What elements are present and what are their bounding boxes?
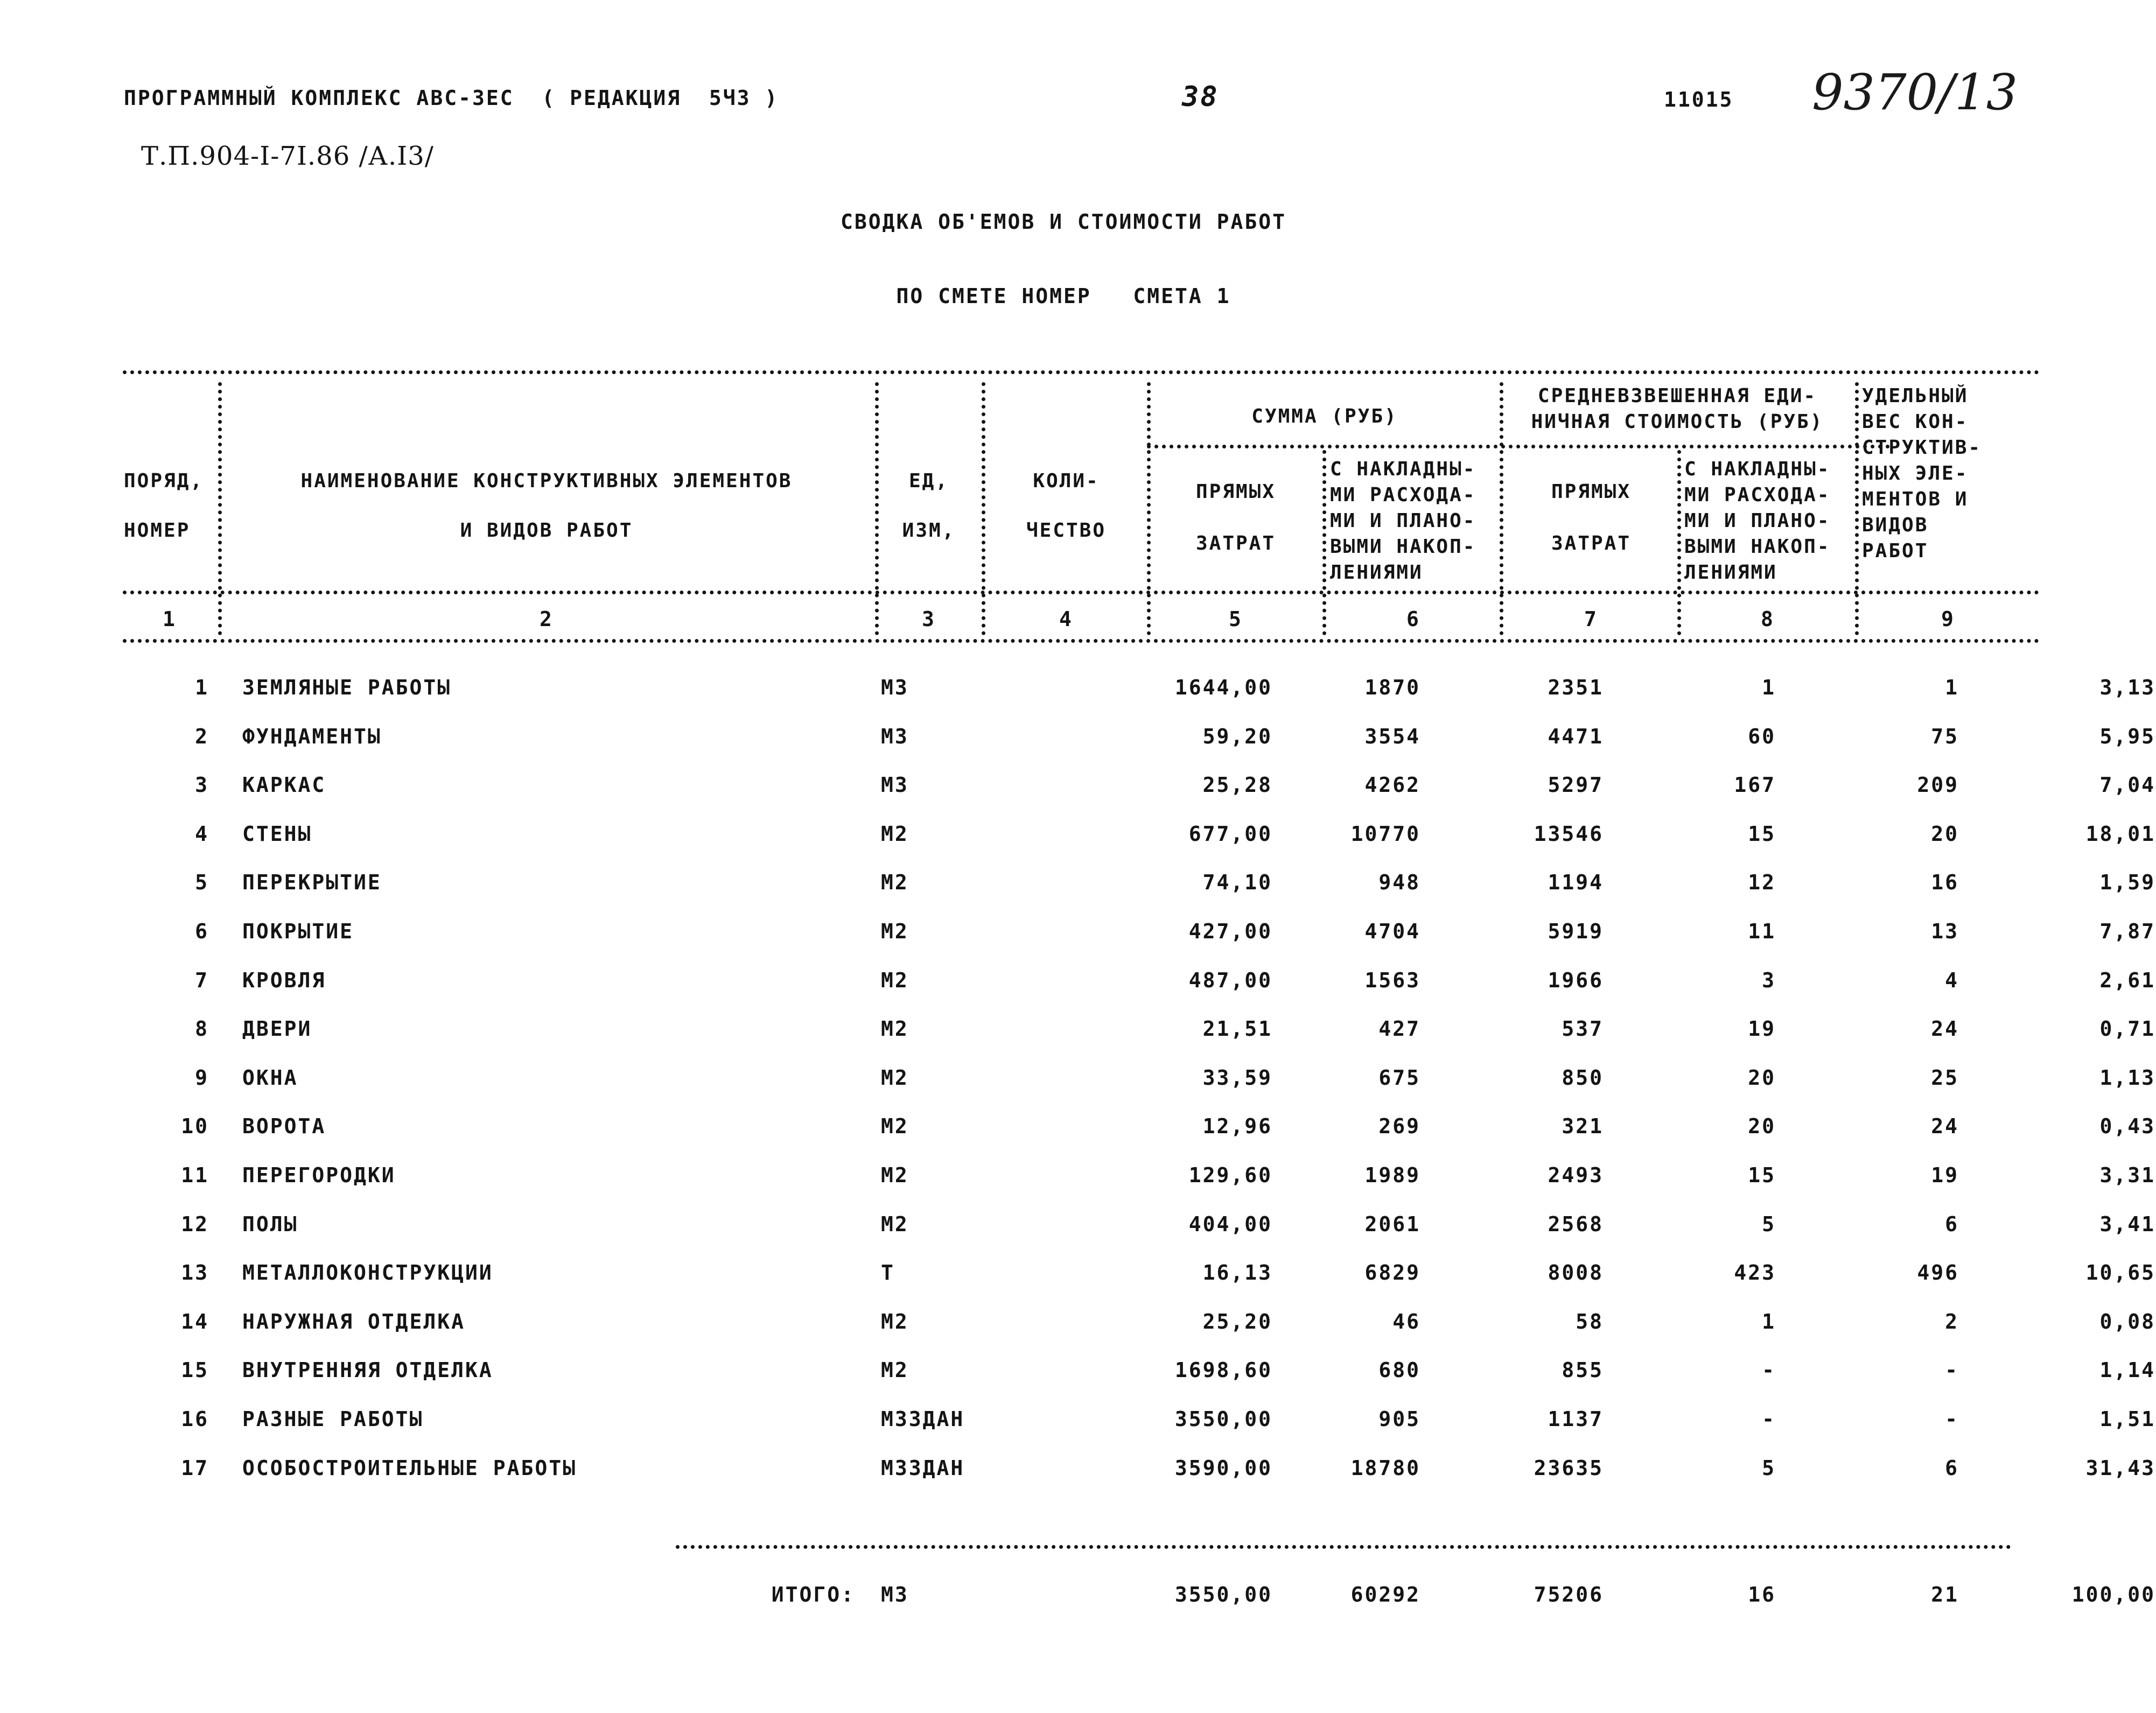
row-avg-direct: 3 — [1762, 968, 1776, 992]
row-number: 16 — [181, 1407, 209, 1431]
row-quantity: 74,10 — [1202, 870, 1272, 894]
col-number: 1 — [163, 607, 177, 631]
row-direct-costs: 1563 — [1364, 968, 1420, 992]
row-with-overhead: 8008 — [1548, 1261, 1604, 1284]
row-avg-with-overhead: 13 — [1931, 919, 1959, 943]
row-number: 1 — [195, 676, 209, 699]
row-direct-costs: 3554 — [1364, 725, 1420, 748]
row-share: 7,04 — [2099, 773, 2155, 797]
row-avg-with-overhead: - — [1945, 1407, 1959, 1431]
row-avg-direct: 20 — [1748, 1114, 1776, 1138]
table-row — [123, 919, 2155, 968]
row-share: 1,51 — [2099, 1407, 2155, 1431]
row-quantity: 25,28 — [1202, 773, 1272, 797]
row-avg-with-overhead: 6 — [1945, 1456, 1959, 1480]
row-unit: МЗ — [881, 725, 909, 748]
col-divider — [1322, 450, 1326, 635]
row-with-overhead: 13546 — [1534, 822, 1604, 846]
table-row — [123, 725, 2155, 773]
row-quantity: 129,60 — [1188, 1163, 1272, 1187]
row-avg-with-overhead: 16 — [1931, 870, 1959, 894]
total-avg-with-overhead: 21 — [1931, 1583, 1959, 1606]
total-unit: МЗ — [881, 1583, 909, 1606]
row-direct-costs: 46 — [1392, 1310, 1420, 1333]
row-avg-with-overhead: 4 — [1945, 968, 1959, 992]
row-avg-with-overhead: 1 — [1945, 676, 1959, 699]
row-avg-direct: - — [1762, 1358, 1776, 1382]
table-row — [123, 870, 2155, 919]
row-avg-direct: 20 — [1748, 1066, 1776, 1090]
row-direct-costs: 10770 — [1350, 822, 1420, 846]
row-element-name: ОКНА — [242, 1066, 298, 1090]
table-top-rule — [123, 370, 2040, 374]
table-row — [123, 1358, 2155, 1407]
col-header-unit: ЕД, ИЗМ, — [902, 470, 956, 542]
total-quantity: 3550,00 — [1174, 1583, 1272, 1606]
row-share: 3,41 — [2099, 1212, 2155, 1236]
row-unit: М2 — [881, 870, 909, 894]
row-share: 0,08 — [2099, 1310, 2155, 1333]
row-element-name: НАРУЖНАЯ ОТДЕЛКА — [242, 1310, 466, 1333]
total-row — [123, 1583, 2155, 1631]
row-quantity: 21,51 — [1202, 1017, 1272, 1041]
row-with-overhead: 855 — [1562, 1358, 1604, 1382]
row-with-overhead: 1966 — [1548, 968, 1604, 992]
row-element-name: ПОЛЫ — [242, 1212, 298, 1236]
col-divider — [1855, 382, 1859, 635]
row-with-overhead: 5919 — [1548, 919, 1604, 943]
row-with-overhead: 537 — [1562, 1017, 1604, 1041]
row-direct-costs: 680 — [1378, 1358, 1420, 1382]
row-avg-with-overhead: 6 — [1945, 1212, 1959, 1236]
row-share: 7,87 — [2099, 919, 2155, 943]
col-number: 5 — [1229, 607, 1243, 631]
row-number: 11 — [181, 1163, 209, 1187]
row-number: 17 — [181, 1456, 209, 1480]
row-avg-with-overhead: - — [1945, 1358, 1959, 1382]
column-numbers-rule — [123, 639, 2040, 643]
row-element-name: ПОКРЫТИЕ — [242, 919, 354, 943]
row-unit: М2 — [881, 919, 909, 943]
row-avg-with-overhead: 24 — [1931, 1017, 1959, 1041]
page-number: 38 — [1182, 81, 1219, 113]
row-with-overhead: 2568 — [1548, 1212, 1604, 1236]
table-row — [123, 1017, 2155, 1065]
document-code: 11015 — [1664, 88, 1734, 111]
row-unit: МЗЗДАН — [881, 1407, 965, 1431]
col-header-element-name: НАИМЕНОВАНИЕ КОНСТРУКТИВНЫХ ЭЛЕМЕНТОВ И ВИДОВ РАБОТ — [300, 470, 793, 542]
row-element-name: МЕТАЛЛОКОНСТРУКЦИИ — [242, 1261, 493, 1284]
row-unit: М2 — [881, 1163, 909, 1187]
row-avg-direct: 60 — [1748, 725, 1776, 748]
col-header-avg-with-overhead: С НАКЛАДНЫ- МИ РАСХОДА- МИ И ПЛАНО- ВЫМИ НАКОП- ЛЕНИЯМИ — [1684, 458, 1831, 584]
col-number: 8 — [1761, 607, 1775, 631]
row-share: 0,71 — [2099, 1017, 2155, 1041]
row-number: 5 — [195, 870, 209, 894]
row-share: 18,01 — [2085, 822, 2155, 846]
document-title: СВОДКА ОБ'ЕМОВ И СТОИМОСТИ РАБОТ — [840, 210, 1287, 234]
row-quantity: 3590,00 — [1174, 1456, 1272, 1480]
row-share: 3,13 — [2099, 676, 2155, 699]
document-subtitle: ПО СМЕТЕ НОМЕР СМЕТА 1 — [896, 284, 1231, 308]
row-element-name: ВНУТРЕННЯЯ ОТДЕЛКА — [242, 1358, 493, 1382]
row-unit: МЗЗДАН — [881, 1456, 965, 1480]
col-number: 4 — [1059, 607, 1073, 631]
row-with-overhead: 1137 — [1548, 1407, 1604, 1431]
row-share: 3,31 — [2099, 1163, 2155, 1187]
row-number: 2 — [195, 725, 209, 748]
row-quantity: 404,00 — [1188, 1212, 1272, 1236]
total-with-overhead: 75206 — [1534, 1583, 1604, 1606]
col-divider — [982, 382, 985, 635]
total-direct: 60292 — [1350, 1583, 1420, 1606]
row-avg-with-overhead: 19 — [1931, 1163, 1959, 1187]
row-unit: Т — [881, 1261, 895, 1284]
col-divider — [1500, 382, 1503, 635]
row-share: 0,43 — [2099, 1114, 2155, 1138]
row-avg-direct: 167 — [1734, 773, 1776, 797]
row-direct-costs: 6829 — [1364, 1261, 1420, 1284]
row-quantity: 1644,00 — [1174, 676, 1272, 699]
row-number: 4 — [195, 822, 209, 846]
row-avg-with-overhead: 2 — [1945, 1310, 1959, 1333]
total-share: 100,00 — [2071, 1583, 2155, 1606]
row-element-name: ЗЕМЛЯНЫЕ РАБОТЫ — [242, 676, 452, 699]
row-element-name: РАЗНЫЕ РАБОТЫ — [242, 1407, 424, 1431]
row-unit: М2 — [881, 1310, 909, 1333]
col-header-quantity: КОЛИ- ЧЕСТВО — [1026, 470, 1107, 542]
table-row — [123, 1261, 2155, 1309]
row-avg-direct: 423 — [1734, 1261, 1776, 1284]
row-with-overhead: 23635 — [1534, 1456, 1604, 1480]
row-quantity: 16,13 — [1202, 1261, 1272, 1284]
row-unit: М2 — [881, 1212, 909, 1236]
row-avg-direct: 12 — [1748, 870, 1776, 894]
table-row — [123, 1066, 2155, 1114]
row-share: 10,65 — [2085, 1261, 2155, 1284]
group-header-sum: СУММА (РУБ) — [1251, 405, 1398, 427]
row-quantity: 12,96 — [1202, 1114, 1272, 1138]
col-divider — [1147, 382, 1151, 635]
row-unit: М2 — [881, 1114, 909, 1138]
row-number: 13 — [181, 1261, 209, 1284]
col-header-with-overhead: С НАКЛАДНЫ- МИ РАСХОДА- МИ И ПЛАНО- ВЫМИ НАКОП- ЛЕНИЯМИ — [1330, 458, 1476, 584]
row-element-name: ПЕРЕКРЫТИЕ — [242, 870, 382, 894]
row-number: 7 — [195, 968, 209, 992]
row-with-overhead: 4471 — [1548, 725, 1604, 748]
row-direct-costs: 948 — [1378, 870, 1420, 894]
row-avg-with-overhead: 24 — [1931, 1114, 1959, 1138]
row-number: 8 — [195, 1017, 209, 1041]
header-bottom-rule — [123, 591, 2040, 594]
table-row — [123, 1310, 2155, 1358]
col-divider — [875, 382, 879, 635]
group-header-weighted-average: СРЕДНЕВЗВЕШЕННАЯ ЕДИ- НИЧНАЯ СТОИМОСТЬ (РУБ) — [1531, 385, 1824, 433]
row-share: 1,14 — [2099, 1358, 2155, 1382]
col-header-order-number: ПОРЯД, НОМЕР — [124, 470, 204, 542]
row-element-name: ДВЕРИ — [242, 1017, 312, 1041]
row-avg-direct: 11 — [1748, 919, 1776, 943]
row-direct-costs: 1870 — [1364, 676, 1420, 699]
row-quantity: 25,20 — [1202, 1310, 1272, 1333]
row-direct-costs: 4704 — [1364, 919, 1420, 943]
row-element-name: КАРКАС — [242, 773, 326, 797]
table-row — [123, 1163, 2155, 1212]
row-avg-with-overhead: 20 — [1931, 822, 1959, 846]
row-quantity: 59,20 — [1202, 725, 1272, 748]
table-row — [123, 968, 2155, 1017]
row-unit: МЗ — [881, 773, 909, 797]
col-divider — [218, 382, 222, 635]
row-with-overhead: 58 — [1576, 1310, 1604, 1333]
row-quantity: 677,00 — [1188, 822, 1272, 846]
table-row — [123, 773, 2155, 822]
col-header-direct-costs: ПРЯМЫХ ЗАТРАТ — [1195, 481, 1276, 554]
row-element-name: ВОРОТА — [242, 1114, 326, 1138]
row-avg-direct: 1 — [1762, 1310, 1776, 1333]
row-direct-costs: 2061 — [1364, 1212, 1420, 1236]
row-element-name: ОСОБОСТРОИТЕЛЬНЫЕ РАБОТЫ — [242, 1456, 577, 1480]
row-direct-costs: 269 — [1378, 1114, 1420, 1138]
group-divider-rule — [1147, 445, 1890, 448]
table-row — [123, 676, 2155, 724]
row-quantity: 1698,60 — [1174, 1358, 1272, 1382]
row-share: 1,59 — [2099, 870, 2155, 894]
row-avg-direct: 1 — [1762, 676, 1776, 699]
col-number: 6 — [1406, 607, 1420, 631]
row-number: 12 — [181, 1212, 209, 1236]
row-unit: М2 — [881, 1066, 909, 1090]
col-number: 7 — [1584, 607, 1598, 631]
table-row — [123, 1407, 2155, 1456]
table-row — [123, 1114, 2155, 1163]
handwritten-archive-number: 9370/13 — [1812, 64, 2018, 121]
type-project-reference: Т.П.904-I-7I.86 /А.I3/ — [141, 141, 434, 171]
table-row — [123, 1212, 2155, 1261]
row-avg-direct: - — [1762, 1407, 1776, 1431]
row-element-name: СТЕНЫ — [242, 822, 312, 846]
row-with-overhead: 321 — [1562, 1114, 1604, 1138]
row-with-overhead: 2493 — [1548, 1163, 1604, 1187]
row-number: 9 — [195, 1066, 209, 1090]
col-number: 3 — [922, 607, 936, 631]
row-element-name: ФУНДАМЕНТЫ — [242, 725, 382, 748]
row-avg-direct: 19 — [1748, 1017, 1776, 1041]
row-with-overhead: 850 — [1562, 1066, 1604, 1090]
row-direct-costs: 18780 — [1350, 1456, 1420, 1480]
row-direct-costs: 905 — [1378, 1407, 1420, 1431]
col-header-avg-direct: ПРЯМЫХ ЗАТРАТ — [1551, 481, 1632, 554]
row-quantity: 427,00 — [1188, 919, 1272, 943]
row-number: 14 — [181, 1310, 209, 1333]
row-share: 2,61 — [2099, 968, 2155, 992]
row-share: 1,13 — [2099, 1066, 2155, 1090]
row-number: 3 — [195, 773, 209, 797]
row-avg-with-overhead: 209 — [1917, 773, 1959, 797]
row-unit: МЗ — [881, 676, 909, 699]
row-number: 6 — [195, 919, 209, 943]
row-share: 31,43 — [2085, 1456, 2155, 1480]
table-row — [123, 1456, 2155, 1505]
row-share: 5,95 — [2099, 725, 2155, 748]
row-avg-direct: 15 — [1748, 822, 1776, 846]
program-name: ПРОГРАММНЫЙ КОМПЛЕКС АВС-ЗЕС ( РЕДАКЦИЯ 5ЧЗ ) — [124, 86, 779, 110]
col-number: 9 — [1941, 607, 1955, 631]
row-avg-direct: 5 — [1762, 1456, 1776, 1480]
total-rule — [676, 1545, 2011, 1549]
row-number: 15 — [181, 1358, 209, 1382]
row-direct-costs: 427 — [1378, 1017, 1420, 1041]
row-unit: М2 — [881, 822, 909, 846]
row-avg-direct: 5 — [1762, 1212, 1776, 1236]
row-unit: М2 — [881, 1017, 909, 1041]
row-avg-direct: 15 — [1748, 1163, 1776, 1187]
row-avg-with-overhead: 496 — [1917, 1261, 1959, 1284]
row-direct-costs: 675 — [1378, 1066, 1420, 1090]
row-quantity: 33,59 — [1202, 1066, 1272, 1090]
total-label: ИТОГО: — [771, 1583, 855, 1606]
row-quantity: 487,00 — [1188, 968, 1272, 992]
row-element-name: ПЕРЕГОРОДКИ — [242, 1163, 396, 1187]
row-with-overhead: 2351 — [1548, 676, 1604, 699]
row-unit: М2 — [881, 968, 909, 992]
total-avg-direct: 16 — [1748, 1583, 1776, 1606]
row-quantity: 3550,00 — [1174, 1407, 1272, 1431]
row-direct-costs: 4262 — [1364, 773, 1420, 797]
table-row — [123, 822, 2155, 870]
col-number: 2 — [540, 607, 554, 631]
row-with-overhead: 1194 — [1548, 870, 1604, 894]
row-number: 10 — [181, 1114, 209, 1138]
row-avg-with-overhead: 25 — [1931, 1066, 1959, 1090]
row-unit: М2 — [881, 1358, 909, 1382]
row-avg-with-overhead: 75 — [1931, 725, 1959, 748]
col-header-share: УДЕЛЬНЫЙ ВЕС КОН- СТРУКТИВ- НЫХ ЭЛЕ- МЕНТОВ И ВИДОВ РАБОТ — [1862, 385, 1982, 562]
row-direct-costs: 1989 — [1364, 1163, 1420, 1187]
col-divider — [1677, 450, 1681, 635]
row-with-overhead: 5297 — [1548, 773, 1604, 797]
row-element-name: КРОВЛЯ — [242, 968, 326, 992]
